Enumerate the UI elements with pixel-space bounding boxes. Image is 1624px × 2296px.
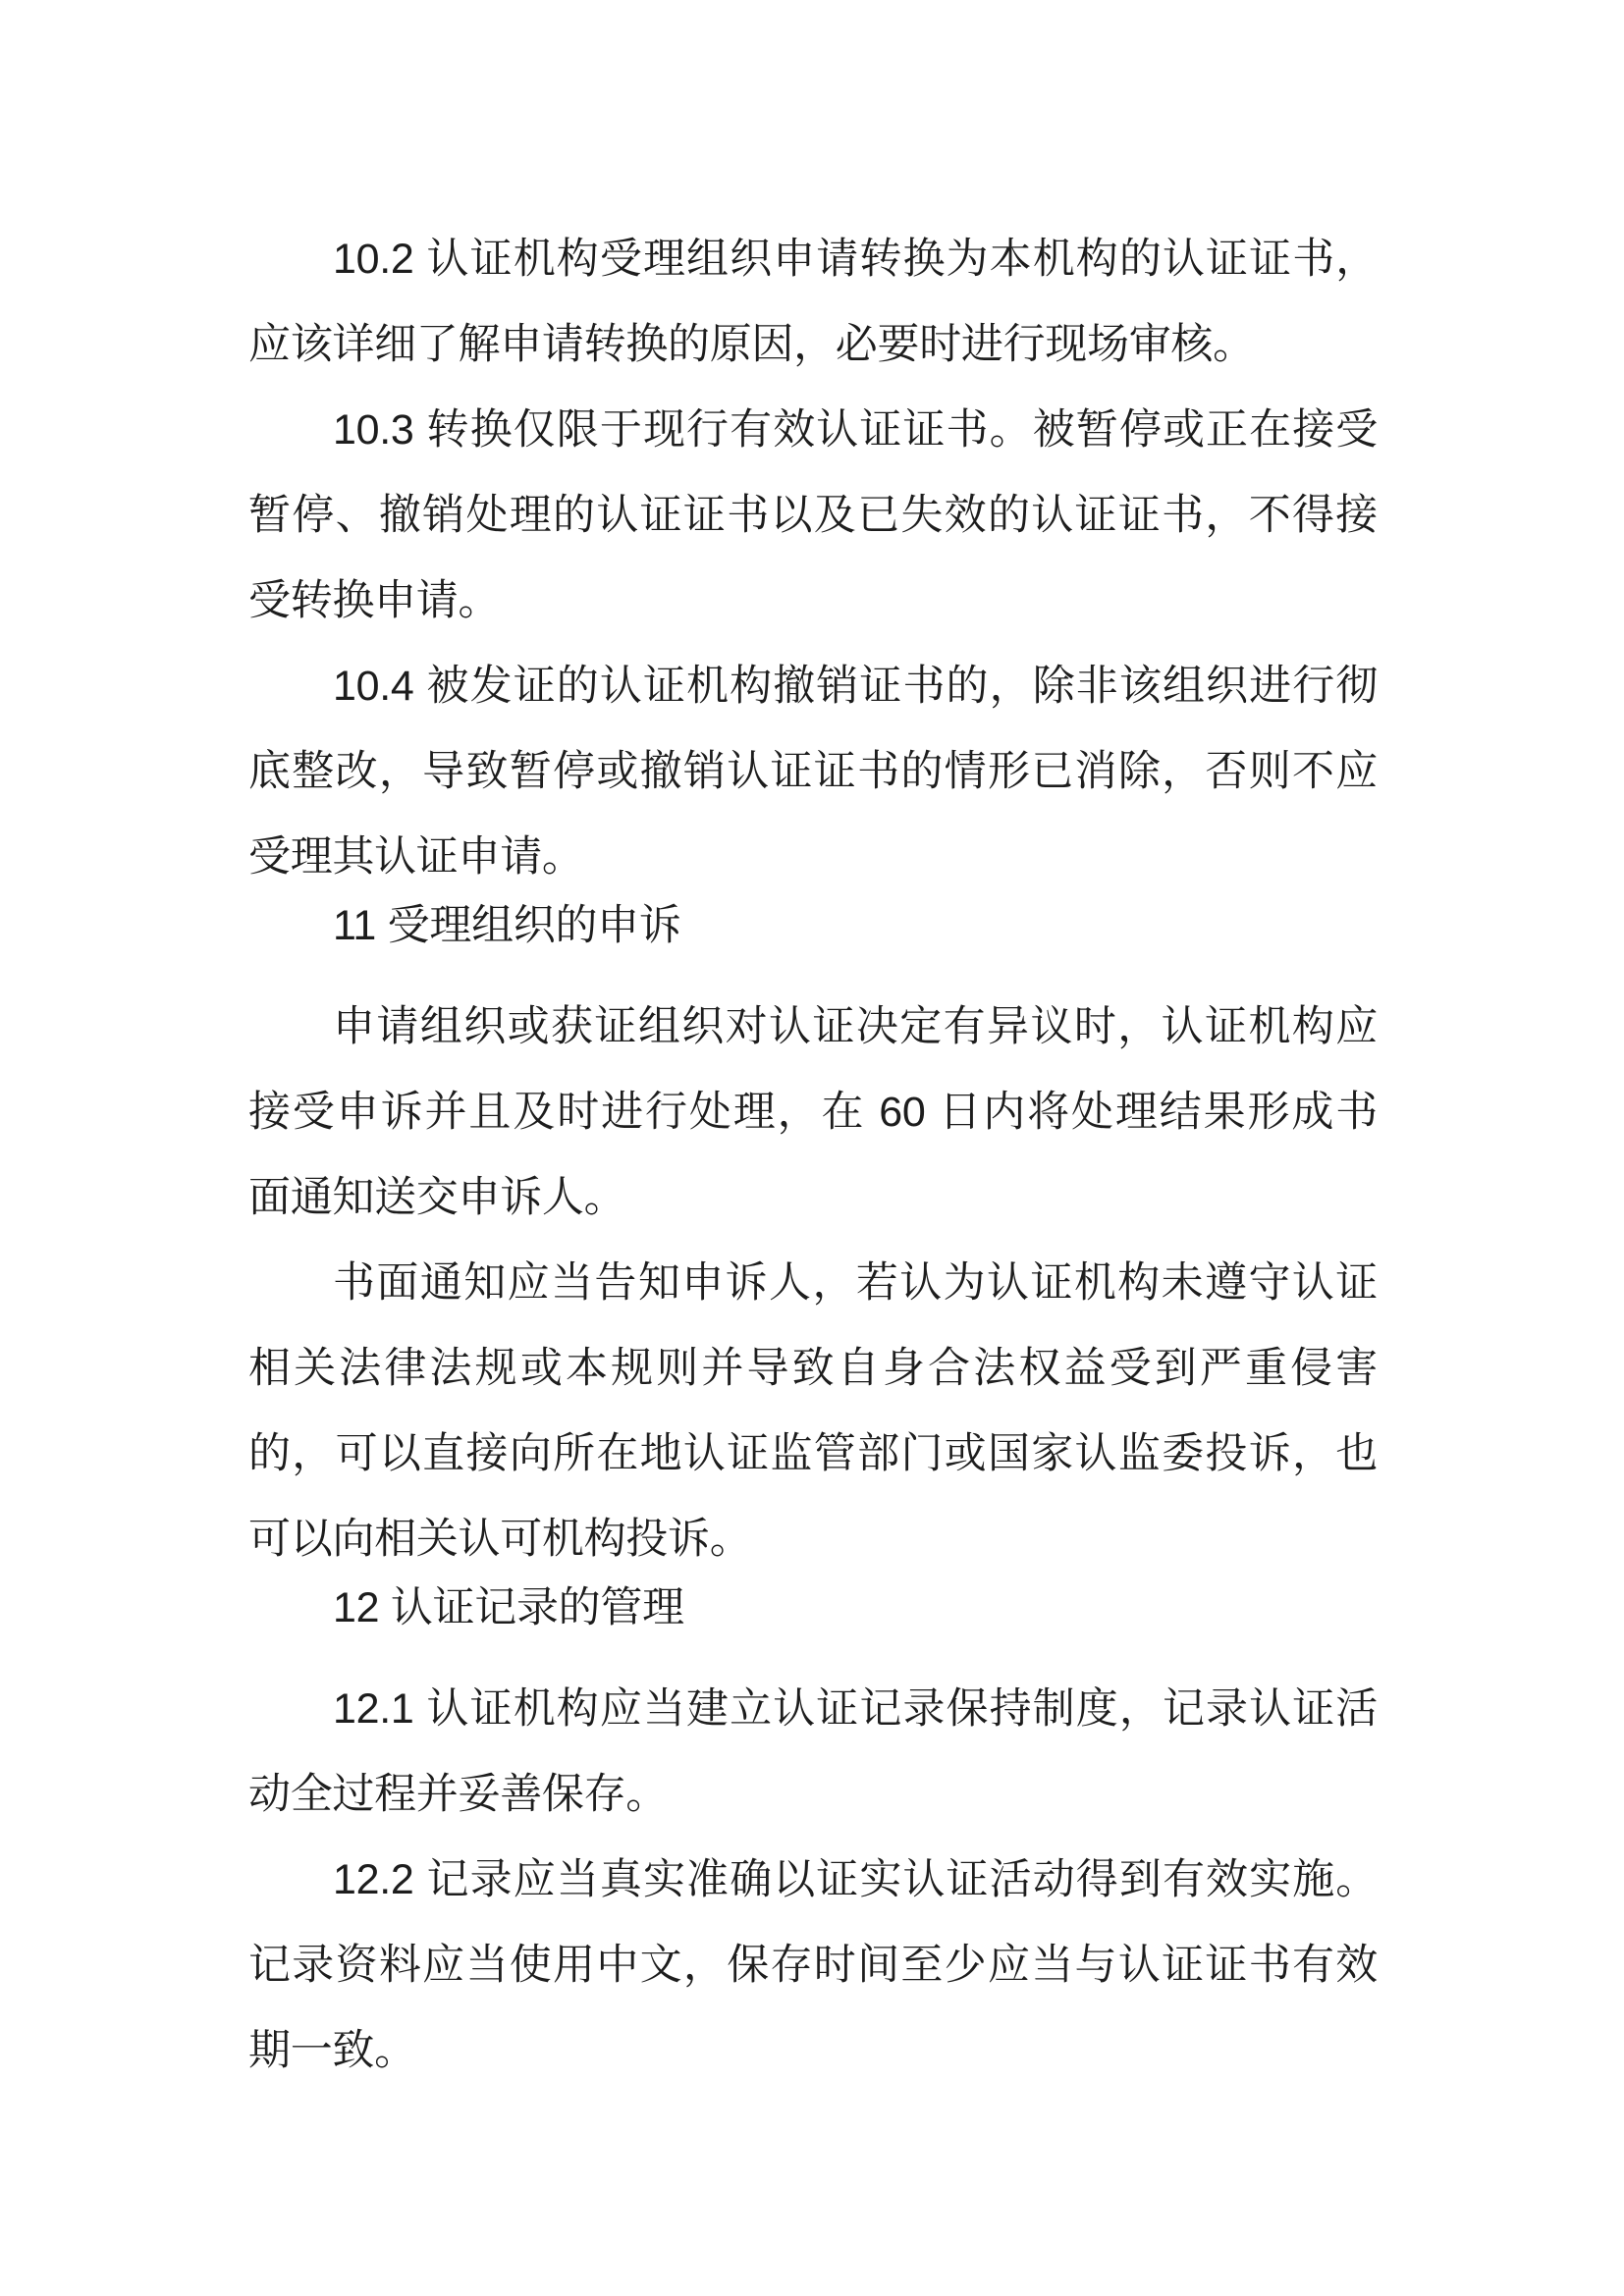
text-line: 12.2 记录应当真实准确以证实认证活动得到有效实施。	[333, 1856, 1378, 1903]
text-line: 书面通知应当告知申诉人，若认为认证机构未遵守认证	[333, 1259, 1378, 1307]
clause-10-3	[248, 388, 1378, 644]
text-line: 受转换申请。	[248, 577, 501, 624]
heading-12	[248, 1566, 1378, 1651]
clause-11-para-1	[248, 985, 1378, 1241]
text-line: 12.1 认证机构应当建立认证记录保持制度，记录认证活	[333, 1685, 1378, 1733]
text-line: 受理其认证申请。	[248, 833, 584, 881]
text-line: 10.4 被发证的认证机构撤销证书的，除非该组织进行彻	[333, 663, 1378, 710]
text-line: 10.3 转换仅限于现行有效认证证书。被暂停或正在接受	[333, 406, 1378, 454]
text-line: 接受申诉并且及时进行处理，在 60 日内将处理结果形成书	[248, 1089, 1378, 1136]
clause-12-1	[248, 1667, 1378, 1838]
text-line: 暂停、撤销处理的认证证书以及已失效的认证证书，不得接	[248, 492, 1378, 539]
text-line: 相关法律法规或本规则并导致自身合法权益受到严重侵害	[248, 1345, 1378, 1392]
text-line: 应该详细了解申请转换的原因，必要时进行现场审核。	[248, 321, 1255, 368]
text-line: 记录资料应当使用中文，保存时间至少应当与认证证书有效	[248, 1942, 1378, 1989]
clause-10-4	[248, 644, 1378, 900]
text-line: 可以向相关认可机构投诉。	[248, 1516, 752, 1563]
heading-11	[248, 883, 1378, 969]
clause-11-para-2	[248, 1241, 1378, 1582]
document-text-block	[248, 217, 1378, 2094]
clause-12-2	[248, 1838, 1378, 2094]
text-line: 的，可以直接向所在地认证监管部门或国家认监委投诉，也	[248, 1430, 1378, 1477]
text-line: 期一致。	[248, 2027, 416, 2074]
text-line: 11 受理组织的申诉	[333, 902, 681, 949]
text-line: 申请组织或获证组织对认证决定有异议时，认证机构应	[333, 1003, 1378, 1050]
text-line: 12 认证记录的管理	[333, 1584, 684, 1631]
text-line: 10.2 认证机构受理组织申请转换为本机构的认证证书，	[333, 236, 1378, 283]
clause-10-2	[248, 217, 1378, 388]
text-line: 面通知送交申诉人。	[248, 1174, 626, 1221]
text-line: 动全过程并妥善保存。	[248, 1771, 668, 1818]
text-line: 底整改，导致暂停或撤销认证证书的情形已消除，否则不应	[248, 748, 1378, 795]
